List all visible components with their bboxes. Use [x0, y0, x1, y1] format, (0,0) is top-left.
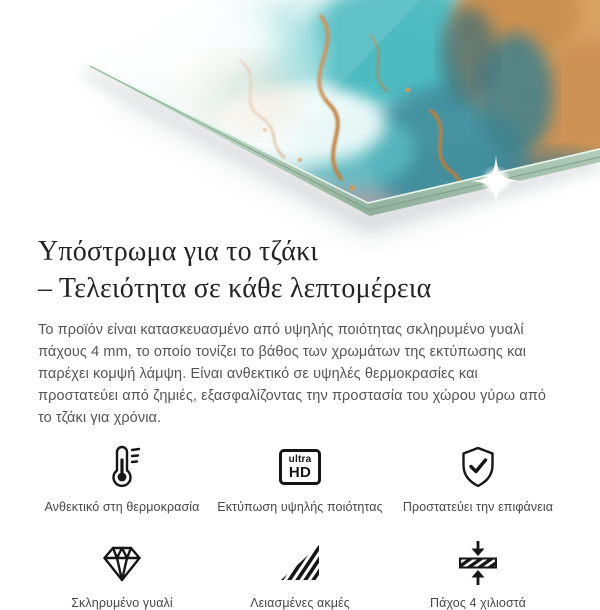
feature-tempered-glass: [38, 538, 206, 610]
feature-label: Πάχος 4 χιλιοστά: [430, 596, 526, 610]
page-title: [38, 234, 562, 307]
page-title-line1: Υπόστρωμα για το τζάκι: [38, 236, 319, 267]
feature-label: Εκτύπωση υψηλής ποιότητας: [217, 500, 383, 515]
glass-panel-illustration: [0, 0, 600, 230]
feature-label: Σκληρυμένο γυαλί: [71, 596, 173, 610]
feature-print-quality: [216, 442, 384, 514]
polished-edges-icon: [276, 538, 324, 588]
feature-label: Λειασμένες ακμές: [250, 596, 350, 610]
thickness-icon: [454, 538, 502, 588]
features-grid: [38, 442, 562, 610]
feature-surface-protection: [394, 442, 562, 514]
ultra-hd-icon: [279, 442, 321, 492]
feature-polished-edges: [216, 538, 384, 610]
feature-heat-resistant: [38, 442, 206, 514]
ultra-hd-badge-top: ultra: [288, 453, 312, 465]
product-description-text: Το προϊόν είναι κατασκευασμένο από υψηλής ποιότητας σκληρυμένο γυαλί πάχους 4 mm, το οποίο τονίζει το βάθος των χρωμάτων της εκτύπωσης και παρέχει κομψή λάμψη. Είναι ανθεκτικό σε υψηλές θερμοκρασίες και προστατεύει από ζημιές, εξασφαλίζοντας την προστασία του χώρου γύρω από το τζάκι για χρόνια.: [38, 322, 547, 426]
feature-label: Ανθεκτικό στη θερμοκρασία: [44, 500, 200, 515]
page-title-line2: – Τελειότητα σε κάθε λεπτομέρεια: [38, 272, 432, 304]
shield-check-icon: [454, 442, 502, 492]
diamond-icon: [98, 538, 146, 588]
product-image: [0, 0, 600, 230]
feature-thickness: [394, 538, 562, 610]
ultra-hd-badge-bottom: HD: [288, 463, 312, 481]
thermometer-icon: [98, 442, 146, 492]
feature-label: Προστατεύει την επιφάνεια: [402, 500, 554, 515]
content-area: [0, 234, 600, 610]
